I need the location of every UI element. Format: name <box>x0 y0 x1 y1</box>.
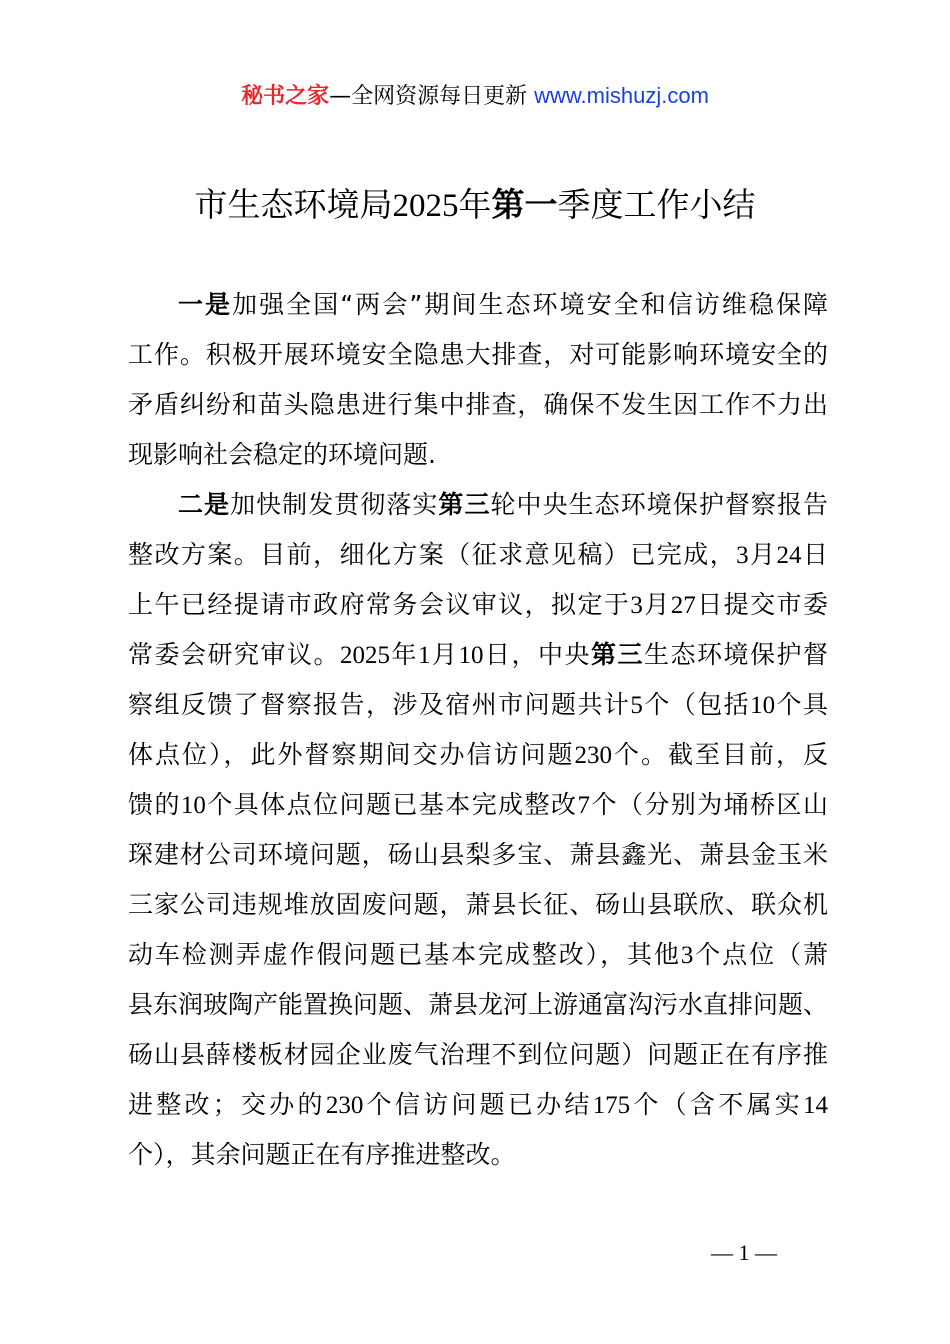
document-title: 市生态环境局2025年第一季度工作小结 <box>194 185 756 224</box>
text-line: 馈的10个具体点位问题已基本完成整改7个（分别为埇桥区山 <box>128 790 828 819</box>
text-line: 上午已经提请市政府常务会议审议，拟定于3月27日提交市委 <box>128 590 828 619</box>
brand-name: 秘书之家 <box>241 84 330 109</box>
text-line: 整改方案。目前，细化方案（征求意见稿）已完成，3月24日 <box>128 540 828 569</box>
text-line: 常委会研究审议。2025年1月10日，中央第三生态环境保护督 <box>128 640 828 669</box>
document-body <box>128 280 828 1180</box>
paragraph-lead: 二是 <box>178 490 231 519</box>
text-line: 矛盾纠纷和苗头隐患进行集中排查，确保不发生因工作不力出 <box>128 390 828 419</box>
paragraph-lead: 一是 <box>178 290 233 319</box>
banner-tagline: —全网资源每日更新 <box>329 84 535 109</box>
text-line: 二是加快制发贯彻落实第三轮中央生态环境保护督察报告 <box>178 490 828 519</box>
text-line: 工作。积极开展环境安全隐患大排查，对可能影响环境安全的 <box>128 340 828 369</box>
paragraph-2 <box>128 480 828 1180</box>
text-line: 砀山县薛楼板材园企业废气治理不到位问题）问题正在有序推 <box>128 1040 828 1069</box>
text-line: 动车检测弄虚作假问题已基本完成整改），其他3个点位（萧 <box>128 940 828 969</box>
text-line: 察组反馈了督察报告，涉及宿州市问题共计5个（包括10个具 <box>128 690 828 719</box>
text-line: 一是加强全国“两会”期间生态环境安全和信访维稳保障 <box>178 290 828 319</box>
text-line: 三家公司违规堆放固废问题，萧县长征、砀山县联欣、联众机 <box>128 890 828 919</box>
site-banner <box>0 80 950 113</box>
paragraph-1 <box>128 280 828 480</box>
text-line: 现影响社会稳定的环境问题. <box>128 440 436 469</box>
text-line: 进整改；交办的230个信访问题已办结175个（含不属实14 <box>128 1090 828 1119</box>
text-line: 个），其余问题正在有序推进整改。 <box>128 1140 516 1169</box>
text-line: 县东润玻陶产能置换问题、萧县龙河上游通富沟污水直排问题、 <box>128 990 829 1019</box>
page-number: — 1 — <box>711 1240 777 1265</box>
text-line: 体点位），此外督察期间交办信访问题230个。截至目前，反 <box>128 740 828 769</box>
text-line: 琛建材公司环境问题，砀山县梨多宝、萧县鑫光、萧县金玉米 <box>128 840 828 869</box>
site-url-link[interactable]: www.mishuzj.com <box>534 83 709 108</box>
